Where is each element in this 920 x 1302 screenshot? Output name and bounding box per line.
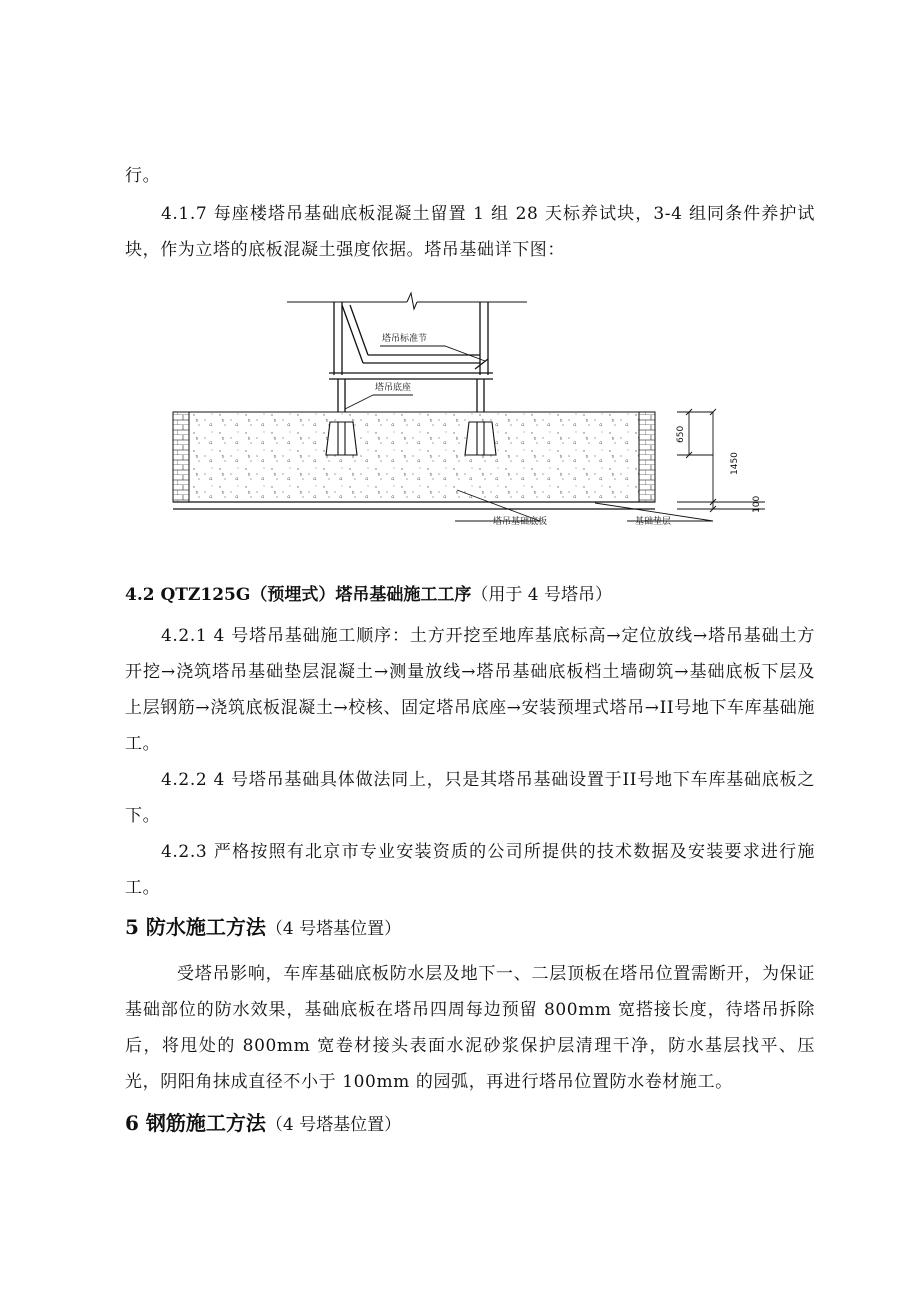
paragraph-4-1-7: 4.1.7 每座楼塔吊基础底板混凝土留置 1 组 28 天标养试块，3-4 组同条件养护试块，作为立塔的底板混凝土强度依据。塔吊基础详下图：: [125, 204, 815, 260]
section-6-note: （4 号塔基位置）: [265, 1115, 402, 1135]
section-5-title: 5 防水施工方法: [125, 915, 266, 939]
section-4-2-heading: [125, 580, 612, 610]
label-cushion-layer: 基础垫层: [635, 517, 672, 527]
section-5-heading: [125, 912, 401, 944]
dimension-100: 100: [752, 495, 762, 513]
top-break-line: [287, 293, 527, 309]
section-6-heading: [125, 1108, 401, 1140]
section-5-note: （4 号塔基位置）: [265, 919, 402, 939]
paragraph-4-2-3: 4.2.3 严格按照有北京市专业安装资质的公司所提供的技术数据及安装要求进行施工。: [125, 842, 815, 898]
dimension-1450: 1450: [730, 452, 740, 475]
paragraph-continuation: 行。: [125, 166, 161, 186]
section-4-2-note: （用于 4 号塔吊）: [471, 585, 612, 605]
label-tower-base: 塔吊底座: [375, 383, 412, 393]
foundation-slab: [173, 412, 655, 509]
section-4-2-title: 4.2 QTZ125G（预埋式）塔吊基础施工工序: [125, 585, 472, 605]
tower-crane-foundation-diagram: [165, 285, 765, 550]
section-6-title: 6 钢筋施工方法: [125, 1111, 266, 1135]
paragraph-4-2-2: 4.2.2 4 号塔吊基础具体做法同上，只是其塔吊基础设置于II号地下车库基础底板之下。: [125, 770, 815, 826]
label-foundation-slab: 塔吊基础底板: [493, 517, 548, 527]
paragraph-5: 受塔吊影响，车库基础底板防水层及地下一、二层顶板在塔吊位置需断开，为保证基础部位的防水效果，基础底板在塔吊四周每边预留 800mm 宽搭接长度，待塔吊拆除后，将甩处的 800mm 宽卷材接头表面水泥砂浆保护层清理干净，防水基层找平、压光，阴阳角抹成直径不小于 100mm 的园弧，再进行塔吊位置防水卷材施工。: [125, 964, 815, 1092]
paragraph-4-2-1: 4.2.1 4 号塔吊基础施工顺序：土方开挖至地库基底标高→定位放线→塔吊基础土方开挖→浇筑塔吊基础垫层混凝土→测量放线→塔吊基础底板档土墙砌筑→基础底板下层及上层钢筋→浇筑底板混凝土→校核、固定塔吊底座→安装预埋式塔吊→II号地下车库基础施工。: [125, 626, 816, 754]
dimension-650: 650: [676, 425, 686, 443]
label-tower-mast: 塔吊标准节: [382, 334, 428, 344]
